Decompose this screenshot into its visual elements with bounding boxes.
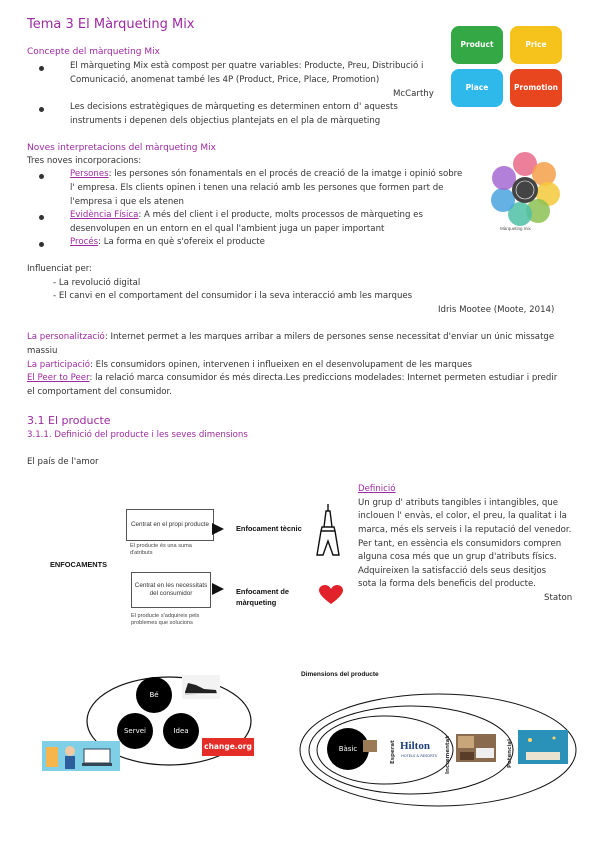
underwater-room-photo xyxy=(518,730,568,764)
concept-heading: Concepte del màrqueting Mix xyxy=(27,47,160,57)
producte-subheading: 3.1.1. Definició del producte i les seves dimensions xyxy=(27,430,248,440)
enfocaments-diagram xyxy=(33,489,353,632)
noves-item-1-l3: l'empresa i que els atenen xyxy=(70,197,184,207)
wheel-caption: Màrqueting mix xyxy=(500,226,531,231)
dimensions-diagram xyxy=(293,668,583,808)
bullet xyxy=(39,242,44,247)
service-illustration xyxy=(42,741,120,771)
bullet xyxy=(39,107,44,112)
noves-heading: Noves interpretacions del màrqueting Mix xyxy=(27,143,216,153)
definicio-l3: marca, més els serveis i la reputació del venedor. xyxy=(358,525,572,535)
enfocament-marqueting-l1: Enfocament de xyxy=(236,587,289,596)
bullet xyxy=(39,66,44,71)
dimensions-title: Dimensions del producte xyxy=(301,671,379,678)
enfocament-tecnic: Enfocament tècnic xyxy=(236,524,302,533)
definicio-l6: Adquireixen la satisfacció dels seus desitjos xyxy=(358,566,547,576)
noves-item-2: Evidència Física: A més del client i el producte, molts processos de màrqueting es xyxy=(70,210,423,220)
influenciat-label: Influenciat per: xyxy=(27,264,93,274)
term-participacio: La participació: Els consumidors opinen, intervenen i influeixen en el desenvolupament de les marques xyxy=(27,360,473,370)
noves-item-1-l2: l' empresa. Els clients opinen i tenen una relació amb les persones que formen part de xyxy=(70,183,444,193)
heart-icon xyxy=(319,585,343,605)
marketing-mix-wheel xyxy=(482,150,568,238)
box-consumidor: Centrat en les necessitats del consumidor xyxy=(131,572,211,608)
definicio-author: Staton xyxy=(544,593,573,603)
circle-idea: Idea xyxy=(163,713,199,749)
four-p-grid xyxy=(444,21,570,113)
box-consumidor-note: El producte s'adquireix pels problemes que solucions xyxy=(131,613,200,627)
basic-label: Bàsic xyxy=(338,744,358,753)
page-title: Tema 3 El Màrqueting Mix xyxy=(27,17,195,32)
concept-b2-l2: instruments i depenen dels objectius plantejats en el pla de màrqueting xyxy=(70,116,381,126)
term-personalitzacio-l2: massiu xyxy=(27,346,58,356)
term-peer-l2: el comportament del consumidor. xyxy=(27,387,173,397)
definicio-l1: Un grup d' atributs tangibles i intangibles, que xyxy=(358,498,559,508)
influenciat-author: Idris Mootee (Moote, 2014) xyxy=(438,305,555,315)
term-peer: El Peer to Peer: la relació marca consumidor és més directa.Les prediccions modelades: Internet permeten estudiar i predir xyxy=(27,373,558,383)
definicio-title: Definició xyxy=(358,484,396,494)
eiffel-tower-icon xyxy=(315,503,341,557)
hotel-room-photo xyxy=(456,734,496,762)
definicio-l7: sota la forma dels beneficis del producte. xyxy=(358,579,537,589)
arrow-right-icon xyxy=(212,523,224,535)
definicio-l5: alguna cosa més que un grup d'atributs físics. xyxy=(358,552,557,562)
noves-intro: Tres noves incorporacions: xyxy=(27,156,142,166)
bullet xyxy=(39,174,44,179)
product-types-diagram xyxy=(42,669,264,773)
noves-item-3: Procés: La forma en què s'ofereix el producte xyxy=(70,237,265,247)
hilton-logo: Hilton xyxy=(400,740,430,752)
p4-promotion: Promotion xyxy=(510,69,562,107)
circle-be: Bé xyxy=(136,677,172,713)
arrow-right-icon xyxy=(212,583,224,595)
p4-product: Product xyxy=(451,26,503,64)
label-potencial: Potencial xyxy=(507,739,513,768)
change-org-logo: change.org xyxy=(202,738,254,756)
bullet xyxy=(39,215,44,220)
producte-heading: 3.1 El producte xyxy=(27,414,111,427)
noves-item-1: Persones: les persones són fonamentals en el procés de creació de la imatge i opinió sobre xyxy=(70,169,463,179)
concept-b1-l2: Comunicació, anomenat també les 4P (Product, Price, Place, Promotion) xyxy=(70,75,380,85)
circle-servei: Servei xyxy=(117,713,153,749)
concept-author: McCarthy xyxy=(393,89,434,99)
definicio-l4: Per tant, en essència els consumidors compren xyxy=(358,539,562,549)
noves-item-2-l2: desenvolupen en un entorn en el qual l'ambient juga un paper important xyxy=(70,224,385,234)
enfocaments-label: ENFOCAMENTS xyxy=(50,560,108,569)
enfocament-marqueting-l2: màrqueting xyxy=(236,598,277,607)
concept-b1-l1: El màrqueting Mix està compost per quatre variables: Producte, Preu, Distribució i xyxy=(70,61,424,71)
term-personalitzacio: La personalització: Internet permet a les marques arribar a milers de persones sense necessitat d'enviar un únic missatge xyxy=(27,332,555,342)
definicio-l2: inclouen l' envàs, el color, el preu, la qualitat i la xyxy=(358,511,567,521)
hilton-sub: HOTELS & RESORTS xyxy=(401,754,437,758)
label-incrementat: Incrementat xyxy=(445,735,451,774)
label-esperat: Esperat xyxy=(390,740,396,764)
influenciat-d2: - El canvi en el comportament del consumidor i la seva interacció amb les marques xyxy=(53,291,413,301)
pais-amor: El país de l'amor xyxy=(27,457,99,467)
p4-price: Price xyxy=(510,26,562,64)
p4-place: Place xyxy=(451,69,503,107)
box-producte-note: El producte és una suma d'atributs xyxy=(130,543,192,557)
box-producte: Centrat en el propi producte xyxy=(126,509,214,541)
concept-b2-l1: Les decisions estratègiques de màrqueting es determinen entorn d' aquests xyxy=(70,102,398,112)
influenciat-d1: - La revolució digital xyxy=(53,278,141,288)
bed-thumbnail xyxy=(363,740,377,752)
sneaker-icon xyxy=(182,675,220,699)
